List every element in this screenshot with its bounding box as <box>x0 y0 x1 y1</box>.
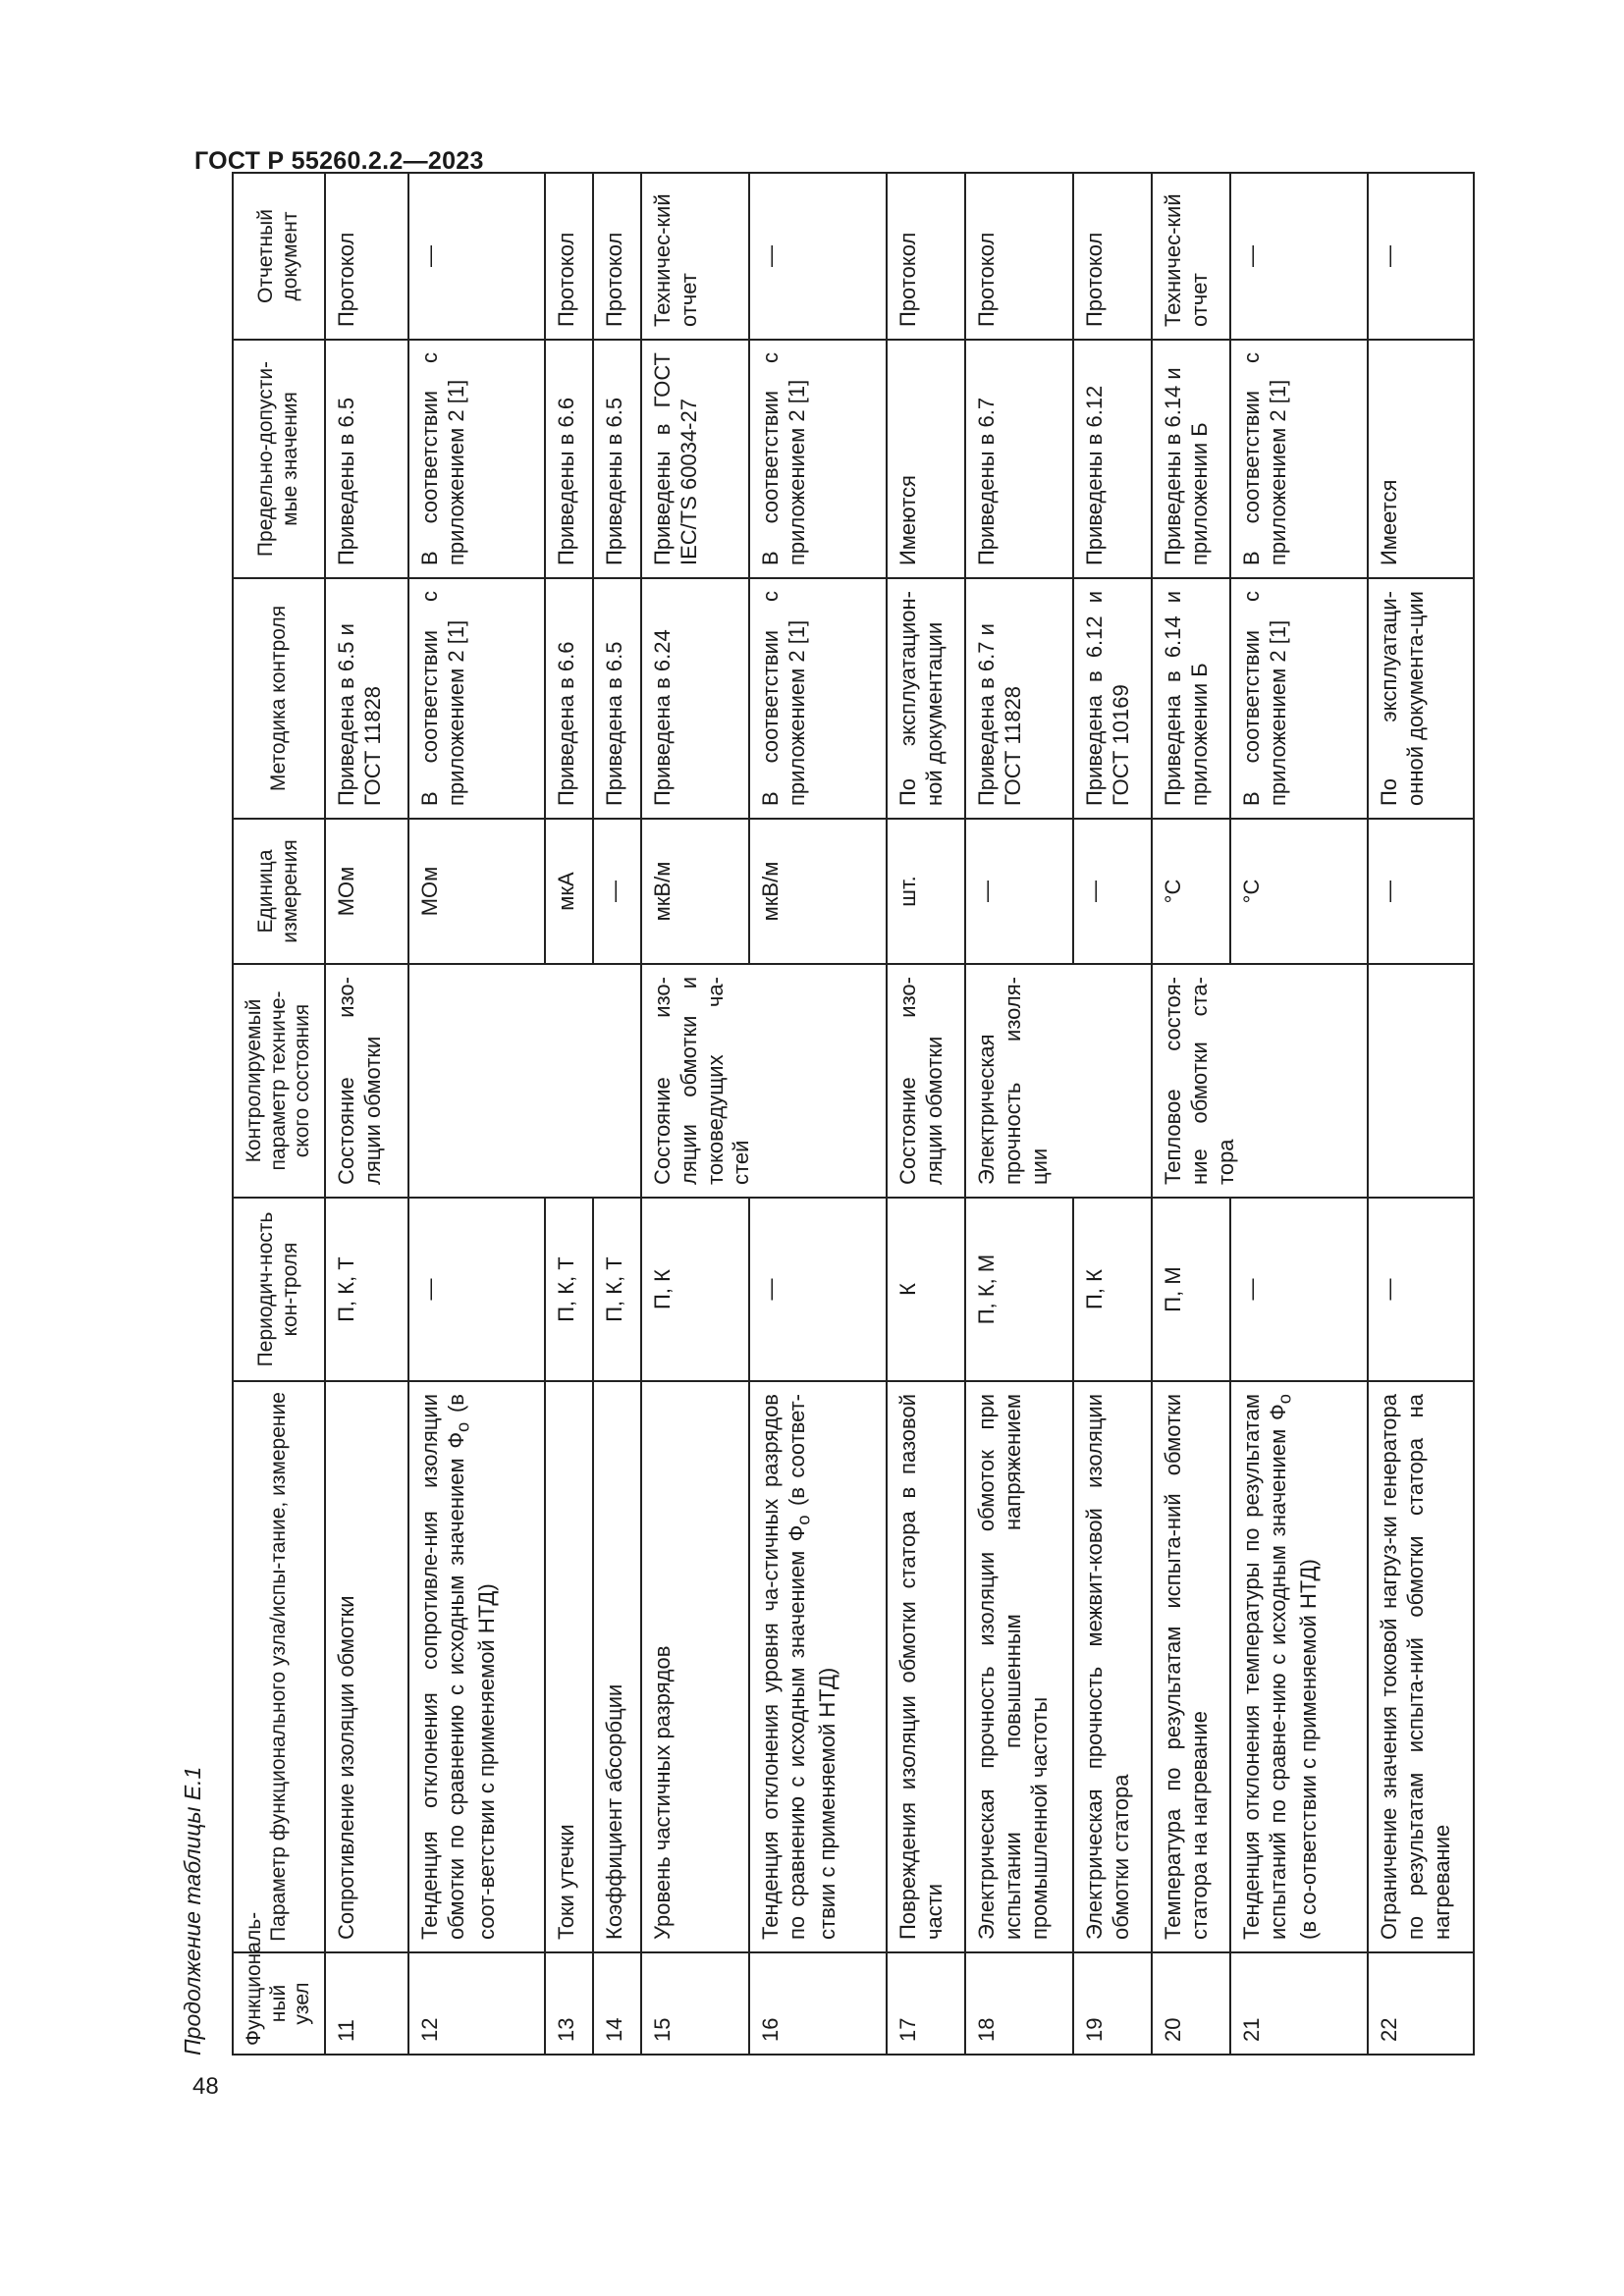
cell-param <box>749 1381 887 1952</box>
cell-param: Повреждения изоляции обмотки статора в пазовой части <box>887 1381 965 1952</box>
cell-method: Приведена в 6.12 и ГОСТ 10169 <box>1073 578 1152 819</box>
cell-node: 22 <box>1368 1952 1474 2055</box>
cell-state-empty <box>408 964 641 1198</box>
cell-limits: Приведены в 6.6 <box>545 340 593 578</box>
param-text-end: (в соответ-ствии с применяемой НТД) <box>784 1394 839 1940</box>
cell-period: П, М <box>1152 1198 1230 1381</box>
param-text: Тенденция отклонения температуры по результатам испытаний по сравне-нию с исходным значением Ф <box>1239 1394 1290 1940</box>
cell-node: 20 <box>1152 1952 1230 2055</box>
cell-period: — <box>1230 1198 1368 1381</box>
header-param: Параметр функционального узла/испы-тание, измерение <box>233 1381 325 1952</box>
param-subscript: о <box>792 1515 814 1525</box>
cell-unit: °С <box>1152 819 1230 964</box>
cell-unit: мкВ/м <box>641 819 749 964</box>
cell-period: — <box>749 1198 887 1381</box>
cell-limits: Приведены в 6.14 и приложении Б <box>1152 340 1230 578</box>
cell-node: 17 <box>887 1952 965 2055</box>
cell-node: 11 <box>325 1952 408 2055</box>
cell-unit: — <box>1368 819 1474 964</box>
cell-report: Протокол <box>545 173 593 340</box>
cell-state: Состояние изо-ляции обмотки <box>887 964 965 1198</box>
cell-param: Электрическая прочность изоляции обмоток при испытании повышенным напряжением промышленной частоты <box>965 1381 1073 1952</box>
cell-unit: мкВ/м <box>749 819 887 964</box>
cell-state: Электрическая прочность изоля-ции <box>965 964 1152 1198</box>
cell-param: Электрическая прочность межвит-ковой изоляции обмотки статора <box>1073 1381 1152 1952</box>
cell-report: Протокол <box>593 173 641 340</box>
table-row <box>408 173 545 2055</box>
cell-unit: — <box>1073 819 1152 964</box>
header-limits: Предельно-допусти-мые значения <box>233 340 325 578</box>
table-row <box>641 173 749 2055</box>
cell-limits: Имеется <box>1368 340 1474 578</box>
cell-period: П, К, Т <box>325 1198 408 1381</box>
cell-param: Уровень частичных разрядов <box>641 1381 749 1952</box>
table-row <box>1152 173 1230 2055</box>
cell-report: — <box>1368 173 1474 340</box>
header-unit: Единица измерения <box>233 819 325 964</box>
cell-report: Протокол <box>1073 173 1152 340</box>
header-report: Отчетный документ <box>233 173 325 340</box>
cell-unit: МОм <box>408 819 545 964</box>
cell-limits: Приведены в ГОСТ IEC/TS 60034-27 <box>641 340 749 578</box>
cell-period: К <box>887 1198 965 1381</box>
cell-limits: В соответствии с приложением 2 [1] <box>749 340 887 578</box>
param-subscript: о <box>452 1421 473 1432</box>
cell-method: В соответствии с приложением 2 [1] <box>1230 578 1368 819</box>
cell-method: Приведена в 6.24 <box>641 578 749 819</box>
document-header: ГОСТ Р 55260.2.2—2023 <box>194 147 484 175</box>
param-text: Тенденция отклонения уровня ча-стичных разрядов по сравнению с исходным значением Ф <box>758 1394 809 1940</box>
cell-param: Ограничение значения токовой нагруз-ки генератора по результатам испыта-ний обмотки статора на нагревание <box>1368 1381 1474 1952</box>
cell-limits: Приведены в 6.5 <box>325 340 408 578</box>
cell-limits: Приведены в 6.7 <box>965 340 1073 578</box>
cell-report: — <box>1230 173 1368 340</box>
table-row <box>965 173 1073 2055</box>
cell-unit: — <box>593 819 641 964</box>
table-row <box>325 173 408 2055</box>
cell-state: Состояние изо-ляции обмотки <box>325 964 408 1198</box>
cell-limits: В соответствии с приложением 2 [1] <box>408 340 545 578</box>
table-row <box>887 173 965 2055</box>
cell-node: 13 <box>545 1952 593 2055</box>
cell-method: Приведена в 6.5 <box>593 578 641 819</box>
cell-unit: МОм <box>325 819 408 964</box>
cell-method: По эксплуатацион-ной документации <box>887 578 965 819</box>
cell-method: Приведена в 6.14 и приложении Б <box>1152 578 1230 819</box>
cell-report: Техничес-кий отчет <box>641 173 749 340</box>
cell-state: Состояние изо-ляции обмотки и токоведущих ча-стей <box>641 964 887 1198</box>
cell-node: 15 <box>641 1952 749 2055</box>
table-caption: Продолжение таблицы Е.1 <box>180 1766 205 2056</box>
cell-state-empty <box>1368 964 1474 1198</box>
rotated-table-frame <box>180 174 1474 2056</box>
cell-limits: Приведены в 6.12 <box>1073 340 1152 578</box>
cell-param <box>1230 1381 1368 1952</box>
cell-period: — <box>408 1198 545 1381</box>
cell-unit: шт. <box>887 819 965 964</box>
param-text-end: (в со-ответствии с применяемой НТД) <box>1295 1559 1321 1940</box>
cell-param <box>408 1381 545 1952</box>
page-number: 48 <box>192 2073 219 2100</box>
param-text: Тенденция отклонения сопротивле-ния изоляции обмотки по сравнению с исходным значением Ф <box>417 1394 468 1940</box>
cell-period: П, К, М <box>965 1198 1073 1381</box>
cell-report: Протокол <box>325 173 408 340</box>
cell-period: П, К <box>1073 1198 1152 1381</box>
cell-method: В соответствии с приложением 2 [1] <box>408 578 545 819</box>
cell-state: Тепловое состоя-ние обмотки ста-тора <box>1152 964 1368 1198</box>
cell-method: В соответствии с приложением 2 [1] <box>749 578 887 819</box>
cell-param: Коэффициент абсорбции <box>593 1381 641 1952</box>
table-row <box>1368 173 1474 2055</box>
cell-param: Токи утечки <box>545 1381 593 1952</box>
table-header-row <box>233 173 325 2055</box>
cell-unit: — <box>965 819 1073 964</box>
cell-report: Протокол <box>965 173 1073 340</box>
header-state: Контролируемый параметр техниче-ского состояния <box>233 964 325 1198</box>
cell-limits: Приведены в 6.5 <box>593 340 641 578</box>
cell-node: 14 <box>593 1952 641 2055</box>
cell-method: По эксплуатаци-онной документа-ции <box>1368 578 1474 819</box>
param-subscript: о <box>1273 1394 1295 1405</box>
cell-limits: В соответствии с приложением 2 [1] <box>1230 340 1368 578</box>
cell-node: 12 <box>408 1952 545 2055</box>
cell-node: 16 <box>749 1952 887 2055</box>
cell-limits: Имеются <box>887 340 965 578</box>
cell-node: 21 <box>1230 1952 1368 2055</box>
cell-report: — <box>408 173 545 340</box>
cell-node: 19 <box>1073 1952 1152 2055</box>
cell-period: П, К <box>641 1198 749 1381</box>
cell-period: — <box>1368 1198 1474 1381</box>
header-node: Функциональ-ный узел <box>233 1952 325 2055</box>
header-method: Методика контроля <box>233 578 325 819</box>
header-period: Периодич-ность кон-троля <box>233 1198 325 1381</box>
inspection-table <box>232 172 1475 2056</box>
cell-unit: °С <box>1230 819 1368 964</box>
cell-report: Техничес-кий отчет <box>1152 173 1230 340</box>
cell-unit: мкА <box>545 819 593 964</box>
cell-param: Сопротивление изоляции обмотки <box>325 1381 408 1952</box>
cell-period: П, К, Т <box>545 1198 593 1381</box>
cell-method: Приведена в 6.6 <box>545 578 593 819</box>
cell-period: П, К, Т <box>593 1198 641 1381</box>
cell-method: Приведена в 6.5 и ГОСТ 11828 <box>325 578 408 819</box>
cell-report: Протокол <box>887 173 965 340</box>
cell-param: Температура по результатам испыта-ний обмотки статора на нагревание <box>1152 1381 1230 1952</box>
cell-report: — <box>749 173 887 340</box>
cell-node: 18 <box>965 1952 1073 2055</box>
param-text-end: (в соот-ветствии с применяемой НТД) <box>443 1394 499 1940</box>
cell-method: Приведена в 6.7 и ГОСТ 11828 <box>965 578 1073 819</box>
